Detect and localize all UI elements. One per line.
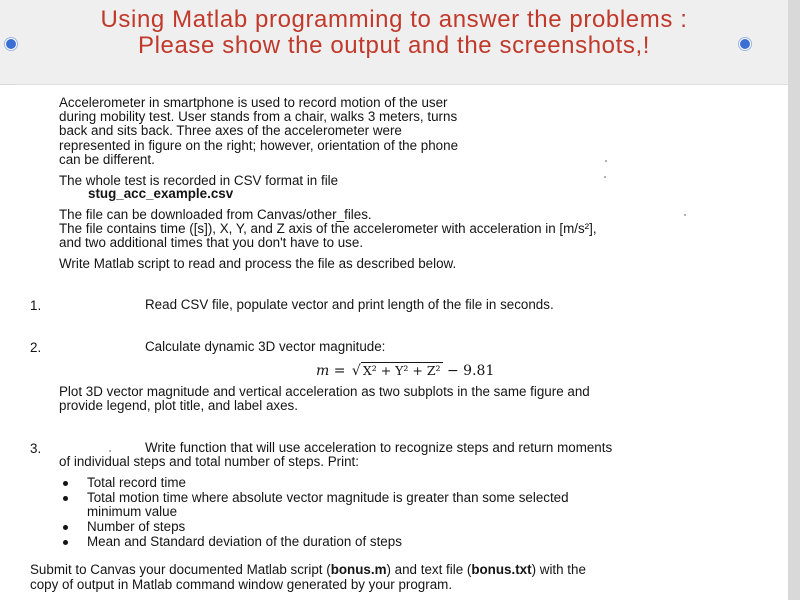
- left-handle-dot-icon[interactable]: [5, 38, 17, 50]
- task-2-number: 2.: [30, 340, 42, 355]
- task-3-number: 3.: [30, 441, 42, 456]
- scan-speck: [109, 450, 111, 452]
- task-3-text-line-2: of individual steps and total number of steps. Print:: [59, 454, 359, 469]
- bullet-item-2: Total motion time where absolute vector magnitude is greater than some selected: [87, 490, 569, 505]
- csv-sentence: The whole test is recorded in CSV format in file: [59, 173, 339, 188]
- csv-filename: stug_acc_example.csv: [88, 186, 234, 201]
- bullet-item-4: Mean and Standard deviation of the duration of steps: [87, 534, 402, 549]
- intro-line-5: can be different.: [59, 152, 155, 167]
- bullet-dot-icon: [63, 481, 68, 486]
- task-2-plot-line-1: Plot 3D vector magnitude and vertical acceleration as two subplots in the same figure and: [59, 384, 590, 399]
- submit-text-b: ) and text file (: [386, 562, 472, 577]
- submit-text-c: ) with the: [531, 562, 586, 577]
- scan-speck: [684, 214, 686, 216]
- scan-speck: [605, 160, 607, 162]
- header-banner: [0, 0, 788, 85]
- submit-text-a: Submit to Canvas your documented Matlab script (: [30, 562, 331, 577]
- formula-lhs: m =: [316, 363, 350, 379]
- task-1-text: Read CSV file, populate vector and print length of the file in seconds.: [145, 297, 554, 312]
- sqrt-sign-icon: √ X² + Y² + Z²: [351, 363, 441, 379]
- header-title-line-2: Please show the output and the screenshots,!: [137, 32, 651, 59]
- intro-line-4: represented in figure on the right; however, orientation of the phone: [59, 138, 459, 153]
- submit-file-script: bonus.m: [330, 562, 387, 577]
- intro-line-1: Accelerometer in smartphone is used to record motion of the user: [59, 95, 448, 110]
- download-line: The file can be downloaded from Canvas/other_files.: [59, 207, 372, 222]
- formula-rhs: − 9.81: [442, 363, 495, 379]
- bullet-dot-icon: [63, 496, 68, 501]
- right-edge-bar: [788, 0, 800, 600]
- task-2-plot-line-2: provide legend, plot title, and label axes.: [59, 398, 298, 413]
- formula-radicand: X² + Y² + Z²: [362, 363, 441, 378]
- submit-file-text: bonus.txt: [471, 562, 532, 577]
- intro-line-2: during mobility test. User stands from a chair, walks 3 meters, turns: [59, 109, 458, 124]
- intro-line-3: back and sits back. Three axes of the accelerometer were: [59, 123, 402, 138]
- file-contents-line-2: and two additional times that you don't have to use.: [59, 235, 364, 250]
- file-contents-line-1: The file contains time ([s]), X, Y, and Z axis of the accelerometer with acceleration in [m/s²],: [59, 221, 597, 236]
- task-1-number: 1.: [30, 298, 42, 313]
- right-handle-dot-icon[interactable]: [739, 38, 751, 50]
- header-title-line-1: Using Matlab programming to answer the problems :: [100, 6, 688, 33]
- submit-line-2: copy of output in Matlab command window generated by your program.: [30, 577, 453, 592]
- slide-divider: [16, 84, 788, 85]
- bullet-item-2-continued: minimum value: [87, 504, 178, 519]
- bullet-item-3: Number of steps: [87, 519, 186, 534]
- instruction-line: Write Matlab script to read and process the file as described below.: [59, 256, 457, 271]
- magnitude-formula: [316, 362, 494, 382]
- bullet-dot-icon: [63, 525, 68, 530]
- task-3-text-line-1: Write function that will use acceleration to recognize steps and return moments: [145, 440, 613, 455]
- bullet-item-1: Total record time: [87, 475, 186, 490]
- task-2-text: Calculate dynamic 3D vector magnitude:: [145, 339, 386, 354]
- bullet-dot-icon: [63, 540, 68, 545]
- scan-speck: [604, 176, 606, 178]
- submit-line-1: [30, 563, 586, 578]
